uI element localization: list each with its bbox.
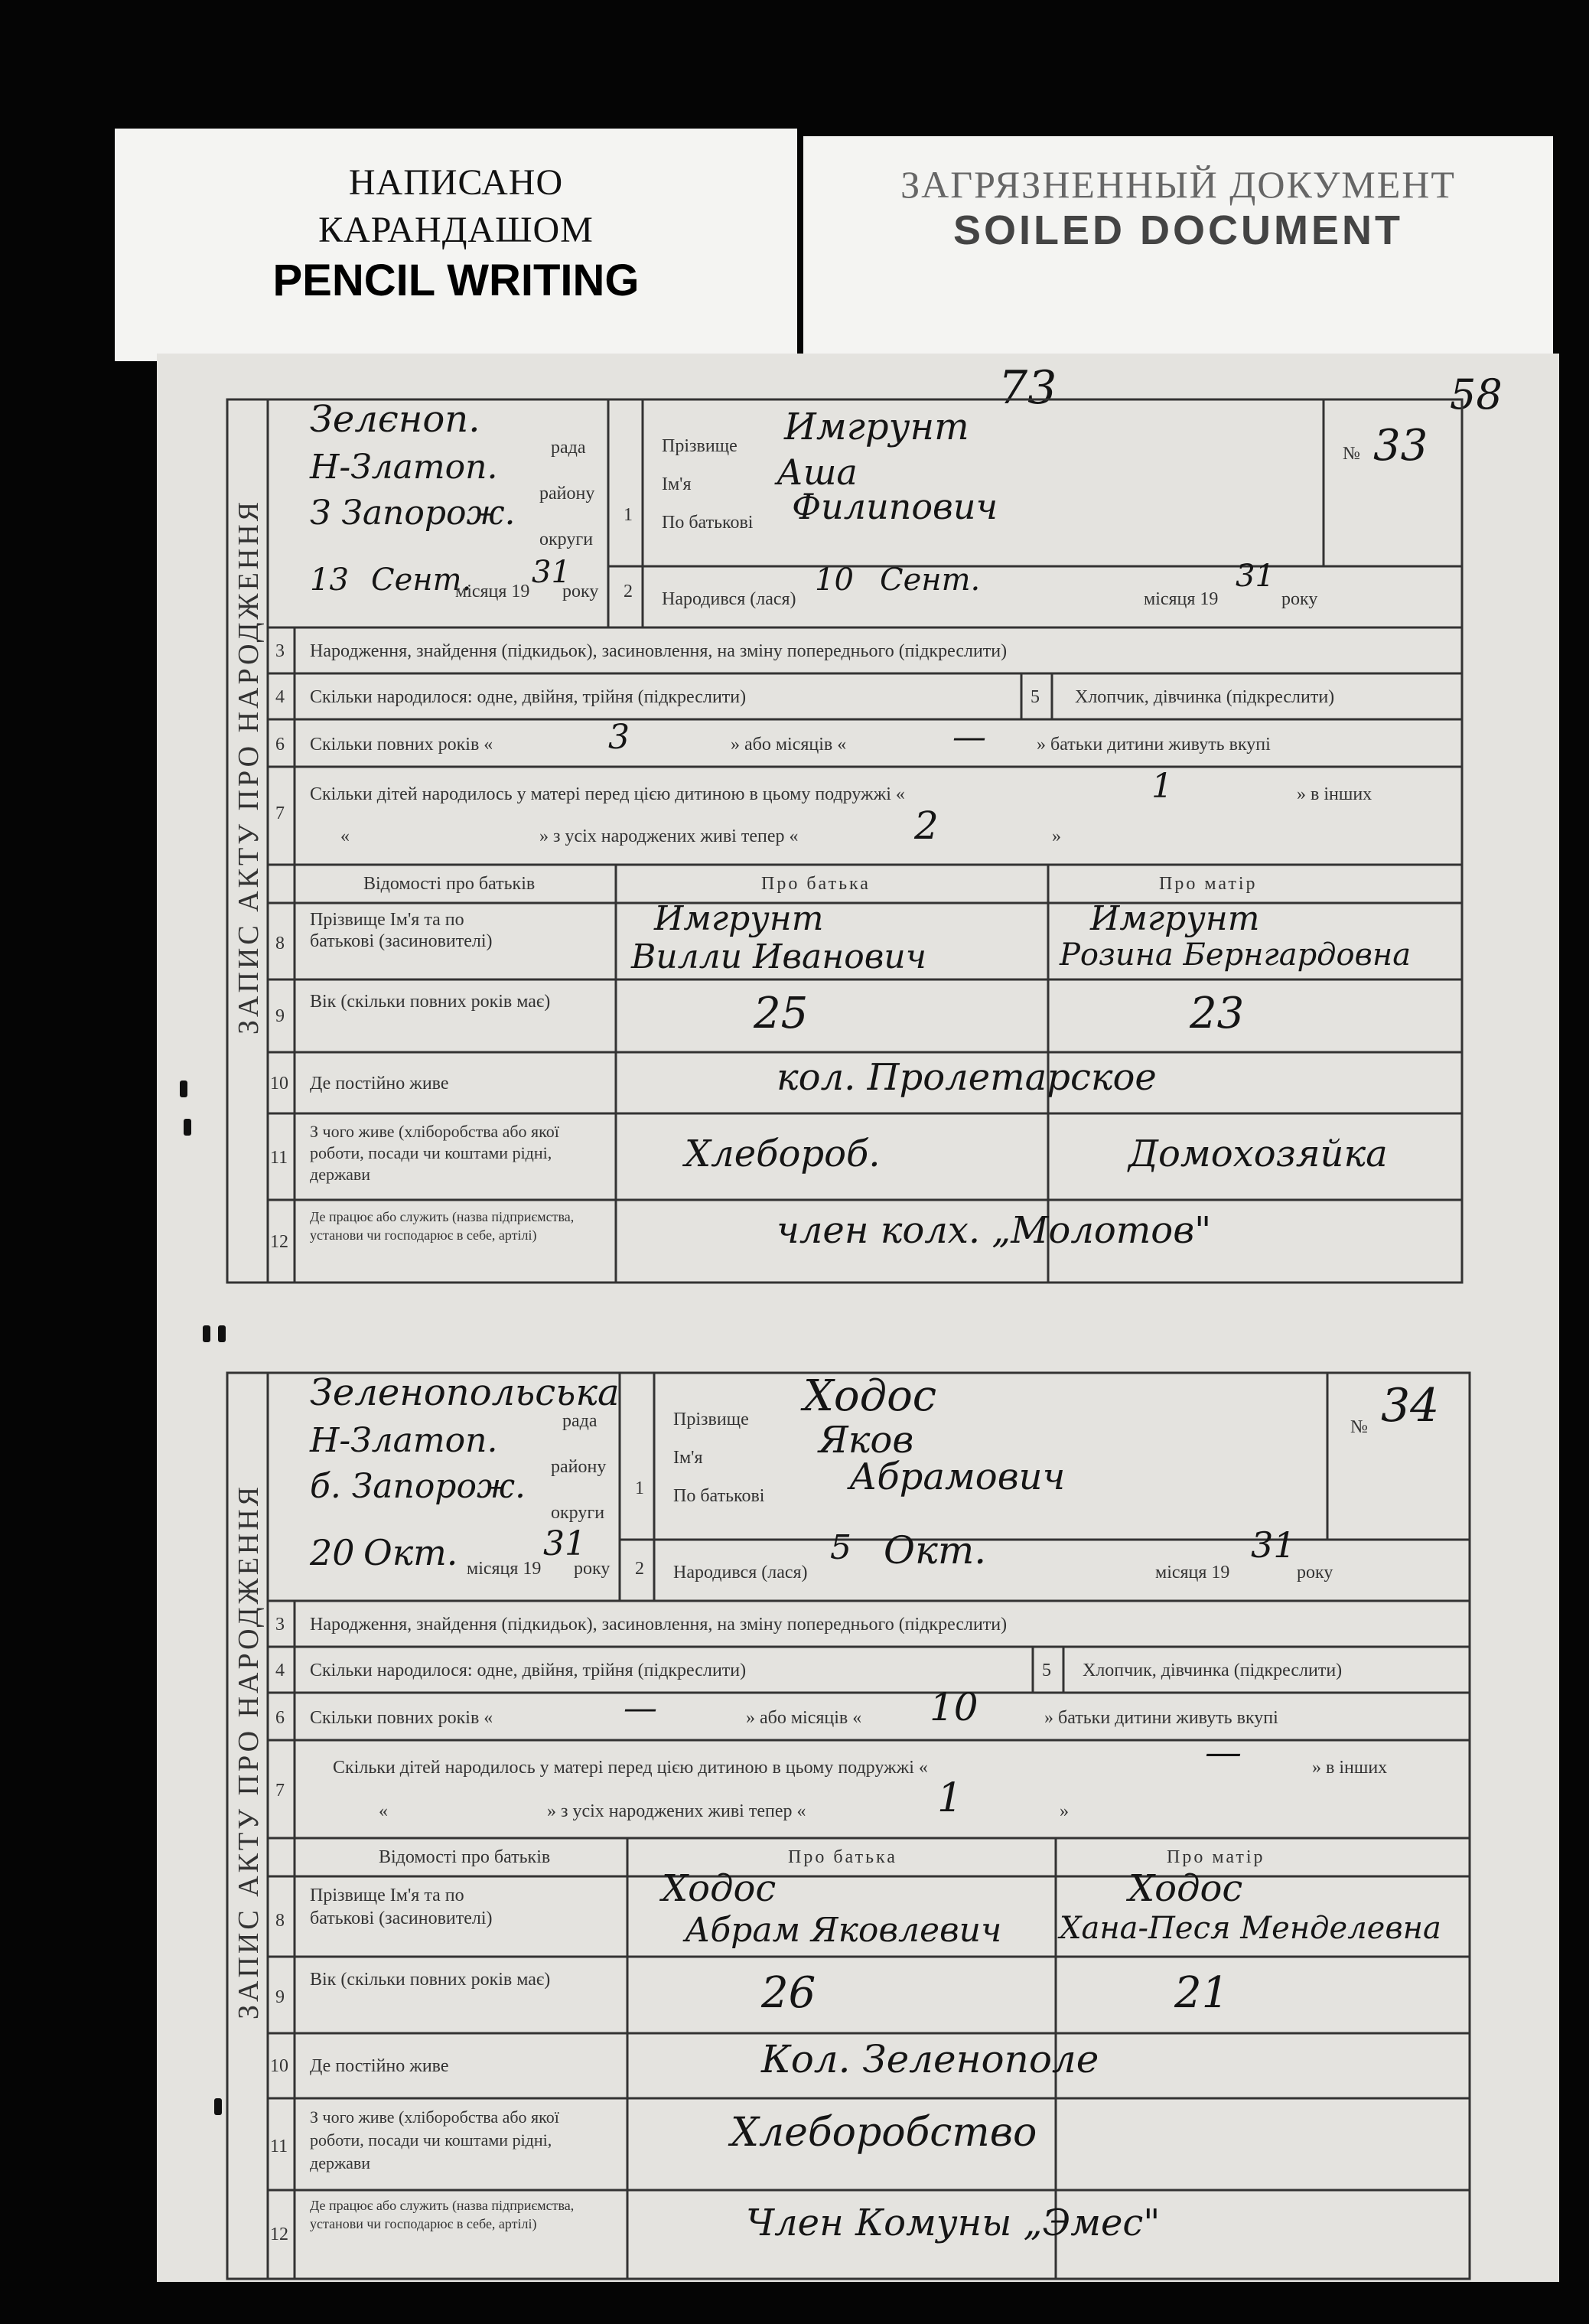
row-number: 2 (624, 582, 633, 601)
okrug-label: округи (551, 1503, 605, 1523)
name-value: Яков (819, 1419, 914, 1462)
father-header: Про батька (761, 874, 871, 894)
month-label: місяця 19 (467, 1559, 542, 1579)
row-number: 8 (275, 934, 285, 953)
mother-name: Хана-Песя Менделевна (1060, 1911, 1441, 1946)
born-year-label: року (1297, 1563, 1333, 1582)
row7e-label: » (1060, 1801, 1069, 1821)
father-occupation: Хлебороб. (685, 1133, 881, 1175)
punch-hole (184, 1119, 191, 1136)
reg-month: Окт. (363, 1532, 458, 1573)
born-label: Народився (лася) (673, 1563, 808, 1582)
reg-year: 31 (532, 555, 571, 590)
row-number: 9 (275, 1987, 285, 2007)
row7c-label: « (379, 1801, 388, 1821)
row6b-label: » або місяців « (746, 1708, 862, 1728)
row9-label: Вік (скільки повних років має) (310, 992, 551, 1012)
punch-hole (203, 1325, 210, 1342)
mother-header: Про матір (1159, 874, 1258, 894)
row7b-label: » в інших (1297, 784, 1372, 804)
born-month: Окт. (884, 1528, 987, 1573)
father-surname: Имгрунт (654, 899, 824, 938)
card-text-en: PENCIL WRITING (272, 256, 640, 305)
reg-day: 13 (310, 562, 349, 598)
row7d-label: » з усіх народжених живі тепер « (547, 1801, 806, 1821)
residence: Кол. Зеленополе (761, 2037, 1099, 2081)
row-number: 8 (275, 1911, 285, 1931)
row-number: 3 (275, 1615, 285, 1635)
born-year-label: року (1281, 589, 1318, 609)
born-year: 31 (1251, 1524, 1296, 1566)
okrug-label: округи (539, 530, 594, 549)
birth-record-33 (226, 398, 1465, 1286)
row-number: 10 (270, 2056, 288, 2076)
row-number: 9 (275, 1006, 285, 1026)
reg-year: 31 (543, 1524, 586, 1563)
parents-info-header: Відомості про батьків (379, 1847, 551, 1867)
okrug-value: б. Запорож. (310, 1467, 526, 1506)
row12-label: Де працює або служить (назва підприємства, установи чи господарює в себе, артілі) (310, 1209, 575, 1243)
name-label: Ім'я (662, 474, 692, 494)
row12-label: Де працює або служить (назва підприємства, установи чи господарює в себе, артілі) (310, 2198, 575, 2231)
soiled-text-en: SOILED DOCUMENT (952, 207, 1403, 253)
row7b-label: » в інших (1312, 1758, 1388, 1778)
card-text-ru-2: КАРАНДАШОМ (318, 210, 594, 250)
surname-value: Ходос (803, 1371, 937, 1421)
raion-label: району (539, 484, 595, 504)
mother-header: Про матір (1167, 1847, 1265, 1867)
row-number: 12 (270, 1232, 288, 1252)
row-number: 11 (270, 1148, 288, 1168)
workplace: Член Комуны „Эмес" (746, 2202, 1161, 2244)
row-number: 5 (1031, 687, 1040, 707)
row-number: 3 (275, 641, 285, 661)
born-day: 5 (830, 1528, 851, 1567)
row6a-label: Скільки повних років « (310, 735, 493, 755)
row4-label: Скільки народилося: одне, двійня, трійня (підкреслити) (310, 1661, 747, 1680)
surname-label: Прізвище (673, 1410, 749, 1429)
living-children: 2 (914, 803, 939, 848)
born-day: 10 (815, 562, 854, 598)
months-together: 10 (930, 1685, 978, 1729)
mother-occupation: Домохозяйка (1128, 1133, 1388, 1175)
row-number: 12 (270, 2225, 288, 2244)
row8-label: Прізвище Ім'я та по батькові (засиновителі) (310, 1886, 493, 1928)
parents-info-header: Відомості про батьків (363, 874, 536, 894)
father-surname: Ходос (662, 1867, 777, 1910)
born-year: 31 (1236, 559, 1275, 594)
year-label: року (562, 582, 599, 601)
mother-age: 23 (1190, 989, 1245, 1038)
father-occupation: Хлеборобство (731, 2110, 1037, 2156)
rada-label: рада (551, 438, 586, 458)
raion-value: Н-Златоп. (310, 1421, 498, 1460)
row-number: 2 (635, 1559, 644, 1579)
punch-hole (214, 2098, 222, 2115)
patronymic-value: Абрамович (849, 1455, 1066, 1498)
patronymic-label: По батькові (673, 1486, 765, 1506)
row7c-label: « (340, 826, 350, 846)
prev-children: 1 (1151, 767, 1173, 806)
row-number: 6 (275, 1708, 285, 1728)
rada-value: Зеленопольська (310, 1371, 620, 1414)
mother-name: Розина Бернгардовна (1060, 937, 1412, 973)
row10-label: Де постійно живе (310, 2056, 449, 2076)
row-number: 7 (275, 803, 285, 823)
row6a-label: Скільки повних років « (310, 1708, 493, 1728)
mother-surname: Ходос (1128, 1867, 1243, 1910)
row3-label: Народження, знайдення (підкидьок), засиновлення, на зміну попереднього (підкреслити) (310, 641, 1008, 661)
surname-label: Прізвище (662, 436, 738, 456)
soiled-text-ru: ЗАГРЯЗНЕННЫЙ ДОКУМЕНТ (900, 163, 1456, 206)
row6c-label: » батьки дитини живуть вкупі (1037, 735, 1271, 755)
page-number: 73 (998, 361, 1057, 415)
reg-day: 20 (310, 1532, 355, 1573)
document-sheet (157, 354, 1559, 2282)
row-number: 5 (1042, 1661, 1051, 1680)
number-label: № (1350, 1417, 1368, 1437)
row-number: 6 (275, 735, 285, 755)
born-month-label: місяця 19 (1155, 1563, 1230, 1582)
father-name: Вилли Иванович (631, 937, 927, 976)
pencil-writing-card (115, 129, 797, 361)
row-number: 7 (275, 1781, 285, 1801)
row7a-label: Скільки дітей народилось у матері перед цією дитиною в цьому подружжі « (333, 1758, 928, 1778)
punch-hole (180, 1081, 187, 1097)
reg-month: Сент. (371, 562, 472, 598)
birth-record-34 (226, 1371, 1473, 2282)
name-value: Аша (777, 451, 858, 493)
row11-label: З чого живе (хліборобства або якої роботи, посади чи коштами рідні, держави (310, 2107, 559, 2172)
rada-label: рада (562, 1411, 598, 1431)
workplace: член колх. „Молотов" (777, 1209, 1212, 1252)
card-text-ru-1: НАПИСАНО (348, 162, 564, 203)
born-month: Сент. (880, 562, 981, 598)
row4-label: Скільки народилося: одне, двійня, трійня (підкреслити) (310, 687, 747, 707)
row-number: 1 (624, 505, 633, 525)
raion-value: Н-Златоп. (310, 448, 498, 487)
soiled-document-card (803, 136, 1553, 366)
row3-label: Народження, знайдення (підкидьок), засиновлення, на зміну попереднього (підкреслити) (310, 1615, 1008, 1635)
row6c-label: » батьки дитини живуть вкупі (1044, 1708, 1278, 1728)
record-number: 33 (1373, 421, 1428, 471)
born-month-label: місяця 19 (1144, 589, 1219, 609)
father-name: Абрам Яковлевич (685, 1911, 1002, 1950)
row7e-label: » (1052, 826, 1061, 846)
mother-age: 21 (1174, 1968, 1229, 2018)
row6b-label: » або місяців « (731, 735, 847, 755)
name-label: Ім'я (673, 1448, 703, 1468)
patronymic-label: По батькові (662, 513, 754, 533)
row11-label: З чого живе (хліборобства або якої роботи, посади чи коштами рідні, держави (310, 1122, 559, 1184)
row5-label: Хлопчик, дівчинка (підкреслити) (1075, 687, 1335, 707)
father-header: Про батька (788, 1847, 897, 1867)
row-number: 11 (270, 2137, 288, 2156)
year-label: року (574, 1559, 611, 1579)
years-together: — (624, 1689, 657, 1728)
row-number: 10 (270, 1074, 288, 1094)
row7a-label: Скільки дітей народилось у матері перед цією дитиною в цьому подружжі « (310, 784, 905, 804)
patronymic-value: Филипович (792, 486, 998, 527)
father-age: 25 (754, 989, 809, 1038)
row-number: 4 (275, 687, 285, 707)
row-number: 4 (275, 1661, 285, 1680)
side-title: ЗАПИС АКТУ ПРО НАРОДЖЕННЯ (233, 1483, 265, 2019)
side-title: ЗАПИС АКТУ ПРО НАРОДЖЕННЯ (233, 498, 265, 1035)
living-children: 1 (937, 1775, 963, 1821)
corner-number: 58 (1450, 370, 1503, 419)
prev-children: — (1205, 1731, 1242, 1774)
okrug-value: З Запорож. (310, 494, 516, 533)
father-age: 26 (761, 1968, 816, 2018)
mother-surname: Имгрунт (1090, 899, 1260, 938)
row8-label: Прізвище Ім'я та по батькові (засиновителі) (310, 910, 493, 951)
row-number: 1 (635, 1478, 644, 1498)
surname-value: Имгрунт (784, 406, 969, 448)
row7d-label: » з усіх народжених живі тепер « (539, 826, 799, 846)
rada-value: Зелєноп. (310, 398, 480, 441)
raion-label: району (551, 1457, 607, 1477)
punch-hole (218, 1325, 226, 1342)
row5-label: Хлопчик, дівчинка (підкреслити) (1083, 1661, 1343, 1680)
residence: кол. Пролетарское (777, 1056, 1157, 1099)
row9-label: Вік (скільки повних років має) (310, 1970, 551, 1990)
record-number: 34 (1381, 1379, 1440, 1433)
months-together: — (952, 718, 986, 757)
years-together: 3 (608, 718, 630, 757)
born-label: Народився (лася) (662, 589, 796, 609)
row10-label: Де постійно живе (310, 1074, 449, 1094)
number-label: № (1343, 444, 1360, 464)
month-label: місяця 19 (455, 582, 530, 601)
